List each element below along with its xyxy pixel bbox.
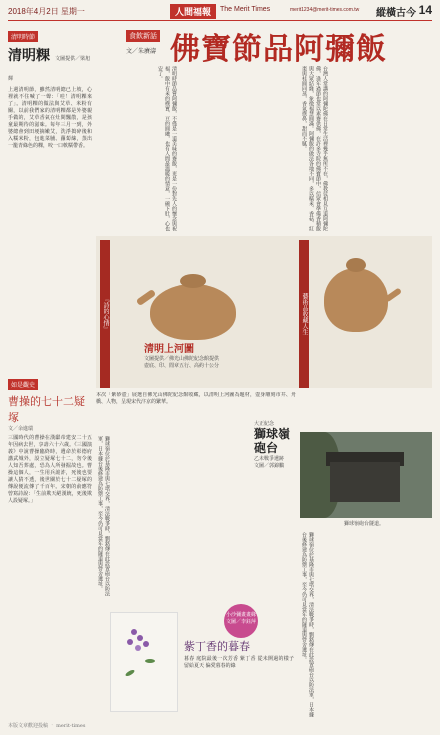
tea-caption — [144, 340, 264, 369]
newspaper-logo: 人間福報 — [170, 4, 216, 19]
tea-caption-title: 清明上河圖 — [144, 344, 194, 355]
grave-title: 曹操的七十二疑塚 — [8, 395, 85, 424]
contact-email: merit1234@merit-times.com.tw — [290, 7, 360, 13]
lilac-poem: 暮春 庭院最後一次芳香 紫丁香 從未開過的樣子 留給夏天 偏愛暮春的綠 — [184, 656, 294, 669]
lilac-badge-byline: 文圖／李鈺萍 — [225, 619, 256, 625]
tea-body: 本次「紫砂壺」展選自佛光山佛陀紀念館收藏，以清明上河圖為題材，壺身雕刻市井、舟橋、人物，呈現宋代汴京的繁華。 — [96, 392, 296, 405]
lion-fort-photo — [300, 432, 432, 518]
lilac-badge — [224, 604, 258, 638]
tea-side-label-left: 『詩的心情』 — [100, 240, 110, 388]
feature-title-band — [96, 24, 432, 67]
lion-kicker: 大正紀念 — [254, 421, 275, 427]
lion-body: 獅球嶺位於基隆市與七堵交界，清法戰爭時，劉銘傳在此設置砲台以防法軍，日本據台後修建為防禦工事，至今仍可見當年的隧道與營舍遺址。 — [97, 436, 110, 596]
lion-body-right: 獅球嶺位於基隆市與七堵交界，清法戰爭時，劉銘傳在此設置砲台以防法軍，日本據台後修建為防禦工事，至今仍可見當年的隧道與營舍遺址。 — [301, 532, 314, 717]
page-footer: 本版文章歡迎投稿 ‧ merit-times — [8, 723, 86, 729]
grave-body: 三國時代的曹操在漢獻帝建安二十五年因病去世，享壽六十六歲。《三國演義》中說曹操臨終時，遺命於彰德府講武城外，設立疑塚七十二，勿令後人知吾葬處，恐為人所發掘故也。曹操這個人，一生用兵詭詐，死後也要讓人猜不透，後世關於七十二疑塚的傳說便流傳了千百年。宋朝的俞應符曾寫詩說：「生前欺天絕漢統，死後欺人設疑塚。」 — [8, 435, 92, 504]
tea-side-label-right: 藝術品收藏人生 — [299, 240, 309, 388]
qingming-label: 清明時節 — [8, 31, 38, 42]
grave-label: 如是觀史 — [8, 379, 38, 390]
lion-byline: 文圖／郭錦鵬 — [254, 463, 285, 469]
tea-caption-detail: 壺底、印、閒章五行、高約十公分 — [144, 363, 220, 369]
lilac-title: 紫丁香的暮春 — [184, 640, 250, 653]
lilac-painting — [110, 612, 178, 712]
grave-byline: 文／余進瑞 — [8, 426, 34, 432]
qingming-title: 清明粿 — [8, 48, 50, 64]
qingming-body: 上週清明節，雖然清明總已上坡，心裡就不住喊了一聲：「哇！清明粿來了」。清明粿的做法與艾草、米粉有關，以前我們家的清明粿都是外婆親手做的，艾草香氣在灶間飄散，是孩童最期待的滋味。每年三月一到，外婆總會到田埂摘嫩艾，洗淨搗碎後和入糯米粉，包進菜脯、蘿蔔絲，蒸出一籠青綠色的粿，咬一口軟糯帶香。 — [8, 87, 92, 149]
section-name: 縱橫古今 — [376, 8, 416, 19]
lion-photo-caption-wrap — [344, 520, 434, 528]
page-number: 14 — [418, 3, 432, 17]
feature-title: 佛寶節品阿彌飯 — [170, 32, 387, 67]
feature-kicker: 食飲新話 — [126, 30, 160, 42]
feature-body-left: 清明時節品嘗阿彌飯，不僅是一道美味的齋飯，更是一份對先人的懷念與祝福，飯中有米的樸實、豆的圓融，也有人間最溫暖的情意，一碗下肚，心也安了。 — [157, 66, 177, 231]
lilac-text — [184, 640, 294, 720]
qingming-column — [8, 24, 92, 364]
lion-subtitle: 乙未戰爭遺跡 — [254, 456, 285, 462]
grave-column — [8, 372, 92, 720]
lilac-badge-text: 小沙彌畫畫緣 — [225, 612, 256, 618]
feature-body-right: 台灣人常講的阿彌陀佛在日常生活裡幾乎無所不在，佛教徒相見互道阿彌陀佛，逢年過節也常以素齋供佛，在許多寺院的佛寶節中，信眾會準備香積飯與大眾結緣，象徵福慧圓滿。阿彌飯的做法各地不同，多以糯米、香菇、紅棗與桂圓同蒸，香氣撲鼻，甜而不膩。 — [301, 66, 328, 231]
lion-photo-caption: 獅球嶺砲台隧道。 — [344, 521, 385, 527]
page-header — [8, 4, 432, 21]
qingming-byline: 文圖提供／梁旭輝 — [8, 56, 91, 82]
feature-byline: 文／朱賡濤 — [126, 48, 157, 55]
lion-title: 獅球嶺砲台 — [254, 427, 291, 455]
masthead-english: The Merit Times — [220, 6, 271, 13]
tea-caption-byline: 文圖提供／佛光山佛陀紀念館提供 — [144, 356, 220, 362]
issue-date: 2018年4月2日 星期一 — [8, 7, 85, 16]
